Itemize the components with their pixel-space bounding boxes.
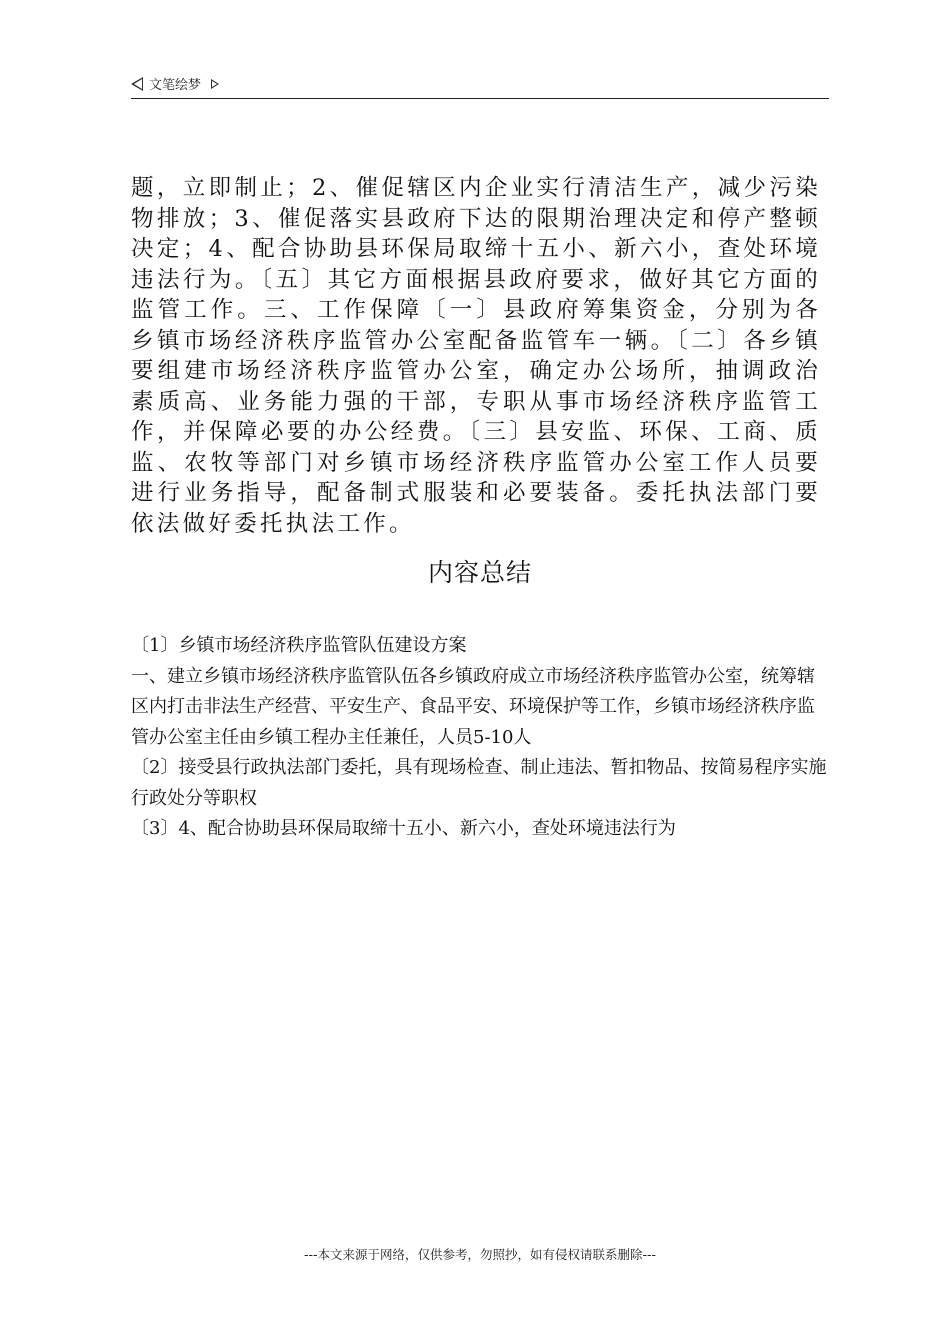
- summary-item: 〔1〕乡镇市场经济秩序监管队伍建设方案: [131, 635, 467, 656]
- summary-item: 〔3〕4、配合协助县环保局取缔十五小、新六小，查处环境违法行为: [131, 818, 676, 839]
- body-paragraph: 题，立即制止；2、催促辖区内企业实行清洁生产，减少污染物排放；3、催促落实县政府下达的限期治理决定和停产整顿决定；4、配合协助县环保局取缔十五小、新六小，查处环境违法行为。〔五〕其它方面根据县政府要求，做好其它方面的监管工作。三、工作保障〔一〕县政府筹集资金，分别为各乡镇市场经济秩序监管办公室配备监管车一辆。〔二〕各乡镇要组建市场经济秩序监管办公室，确定办公场所，抽调政治素质高、业务能力强的干部，专职从事市场经济秩序监管工作，并保障必要的办公经费。〔三〕县安监、环保、工商、质监、农牧等部门对乡镇市场经济秩序监管办公室工作人员要进行业务指导，配备制式服装和必要装备。委托执法部门要依法做好委托执法工作。: [131, 175, 821, 537]
- header-brand: [131, 74, 219, 93]
- summary-title: 内容总结: [427, 558, 532, 587]
- footer-disclaimer: ---本文来源于网络，仅供参考，勿照抄，如有侵权请联系删除---: [303, 1247, 657, 1262]
- triangle-left-icon: [131, 77, 143, 91]
- summary-section: [131, 631, 831, 845]
- page-header: [131, 74, 829, 99]
- triangle-right-icon: [211, 79, 219, 89]
- summary-item: 一、建立乡镇市场经济秩序监管队伍各乡镇政府成立市场经济秩序监管办公室，统筹辖区内打击非法生产经营、平安生产、食品平安、环境保护等工作，乡镇市场经济秩序监管办公室主任由乡镇工程办主任兼任，人员5-10人: [131, 665, 815, 748]
- summary-item: 〔2〕接受县行政执法部门委托，具有现场检查、制止违法、暂扣物品、按简易程序实施行政处分等职权: [131, 757, 827, 809]
- brand-label: 文笔绘梦: [149, 78, 202, 93]
